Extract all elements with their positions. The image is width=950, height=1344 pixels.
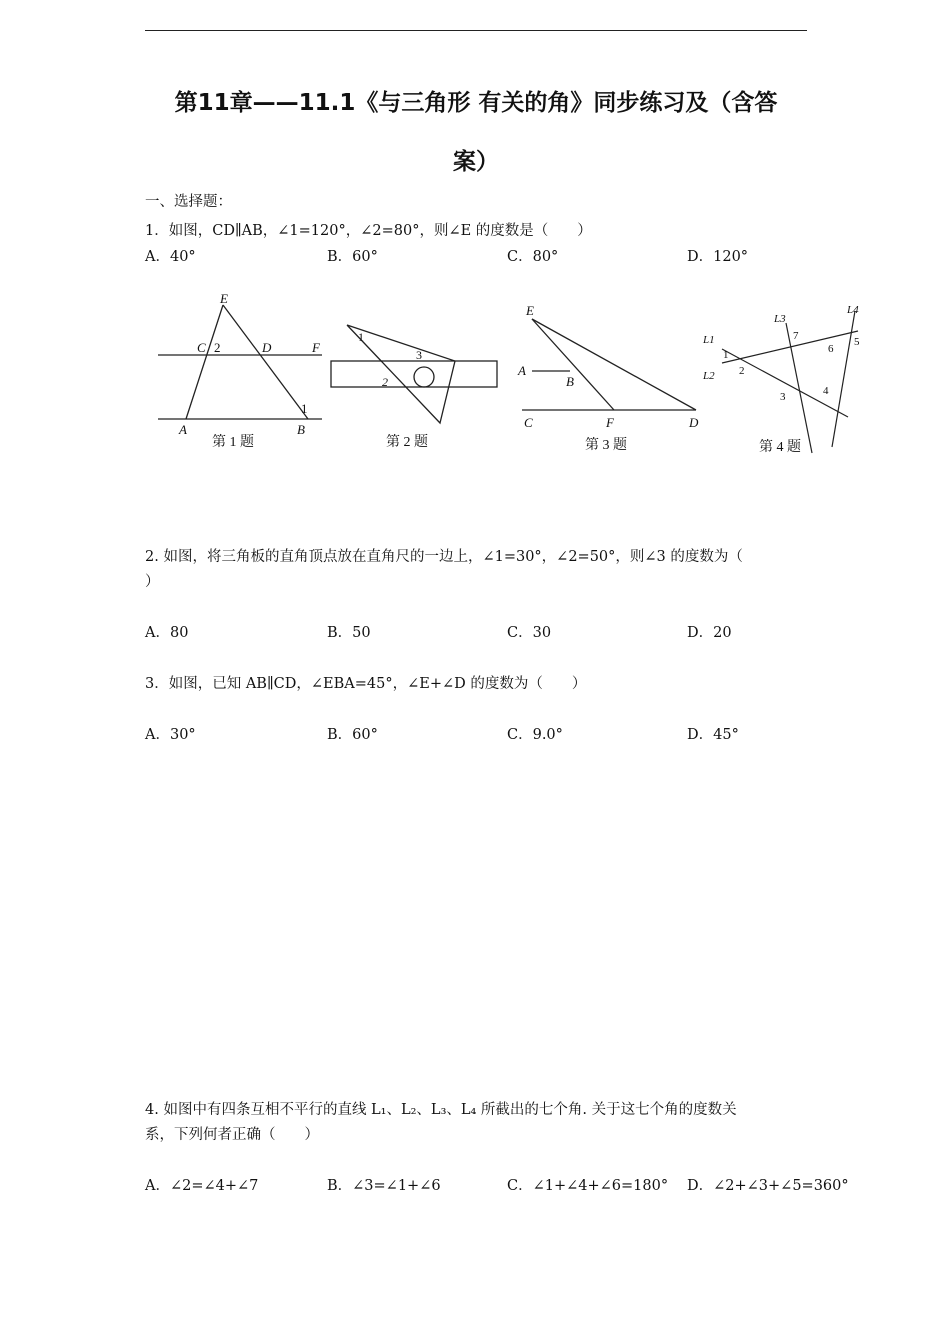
figure-3 [522, 319, 696, 410]
q4-option-b[interactable]: B．∠3=∠1+∠6 [327, 1178, 441, 1194]
section-heading: 一、选择题： [145, 194, 232, 210]
q2-option-d[interactable]: D．20 [687, 625, 732, 641]
fig4-label-7: 7 [793, 330, 799, 342]
question-1-stem: 1．如图，CD∥AB，∠1=120°，∠2=80°，则∠E 的度数是（ ） [145, 223, 592, 239]
q4-option-c[interactable]: C．∠1+∠4+∠6=180° [507, 1178, 669, 1194]
fig1-label-1: 1 [301, 401, 308, 416]
question-4-stem-line1: 4. 如图中有四条互相不平行的直线 L₁、L₂、L₃、L₄ 所截出的七个角. 关于这七个角的度数关 [145, 1102, 737, 1118]
fig3-label-e: E [526, 303, 534, 318]
figure-2 [331, 325, 497, 423]
fig4-label-5: 5 [854, 336, 860, 348]
fig2-label-3: 3 [416, 348, 422, 362]
fig1-label-c: C [197, 340, 206, 355]
q3-option-d[interactable]: D．45° [687, 727, 739, 743]
q2-option-b[interactable]: B．50 [327, 625, 371, 641]
fig3-label-c: C [524, 415, 533, 430]
fig1-label-a: A [179, 422, 187, 437]
q1-option-c[interactable]: C．80° [507, 249, 559, 265]
q1-option-b[interactable]: B．60° [327, 249, 378, 265]
fig3-label-d: D [689, 415, 699, 430]
fig1-label-b: B [297, 422, 305, 437]
fig2-label-1: 1 [358, 330, 364, 344]
q1-option-a[interactable]: A．40° [145, 249, 196, 265]
q3-option-c[interactable]: C．9.0° [507, 727, 563, 743]
fig2-caption: 第 2 题 [386, 435, 428, 450]
fig3-label-b: B [566, 374, 574, 389]
fig1-label-f: F [312, 340, 320, 355]
q4-option-a[interactable]: A．∠2=∠4+∠7 [145, 1178, 259, 1194]
q4-option-d[interactable]: D．∠2+∠3+∠5=360° [687, 1178, 849, 1194]
fig4-label-l3: L3 [774, 313, 786, 325]
question-2-stem-line2: ） [145, 574, 160, 590]
fig4-label-4: 4 [823, 385, 829, 397]
q3-option-b[interactable]: B．60° [327, 727, 378, 743]
fig2-label-2: 2 [382, 375, 388, 389]
fig4-caption: 第 4 题 [759, 440, 801, 455]
question-3-stem: 3．如图，已知 AB∥CD，∠EBA=45°，∠E+∠D 的度数为（ ） [145, 676, 587, 692]
fig1-label-d: D [262, 340, 272, 355]
fig4-label-l2: L2 [703, 370, 715, 382]
fig1-caption: 第 1 题 [212, 435, 254, 450]
figure-1 [158, 305, 322, 419]
fig4-label-l1: L1 [703, 334, 715, 346]
fig4-label-3: 3 [780, 391, 786, 403]
fig3-caption: 第 3 题 [585, 438, 627, 453]
geometry-figures [150, 285, 870, 460]
page-title-line1: 第11章——11.1《与三角形 有关的角》同步练习及（含答 [174, 90, 778, 116]
fig3-label-a: A [518, 363, 526, 378]
fig4-label-2: 2 [739, 365, 745, 377]
fig4-label-6: 6 [828, 343, 834, 355]
q1-option-d[interactable]: D．120° [687, 249, 749, 265]
page-title-line2: 案） [453, 149, 499, 175]
q2-option-a[interactable]: A．80 [145, 625, 189, 641]
figure-4 [722, 311, 858, 453]
question-2-stem-line1: 2. 如图，将三角板的直角顶点放在直角尺的一边上，∠1=30°，∠2=50°，则∠3 的度数为（ [145, 549, 743, 565]
question-4-stem-line2: 系，下列何者正确（ ） [145, 1127, 319, 1143]
q2-option-c[interactable]: C．30 [507, 625, 552, 641]
q3-option-a[interactable]: A．30° [145, 727, 196, 743]
fig4-label-l4: L4 [847, 304, 859, 316]
fig4-label-1: 1 [723, 349, 729, 361]
fig1-label-2: 2 [214, 340, 221, 355]
fig1-label-e: E [220, 291, 228, 306]
fig3-label-f: F [606, 415, 614, 430]
header-rule [145, 30, 807, 31]
